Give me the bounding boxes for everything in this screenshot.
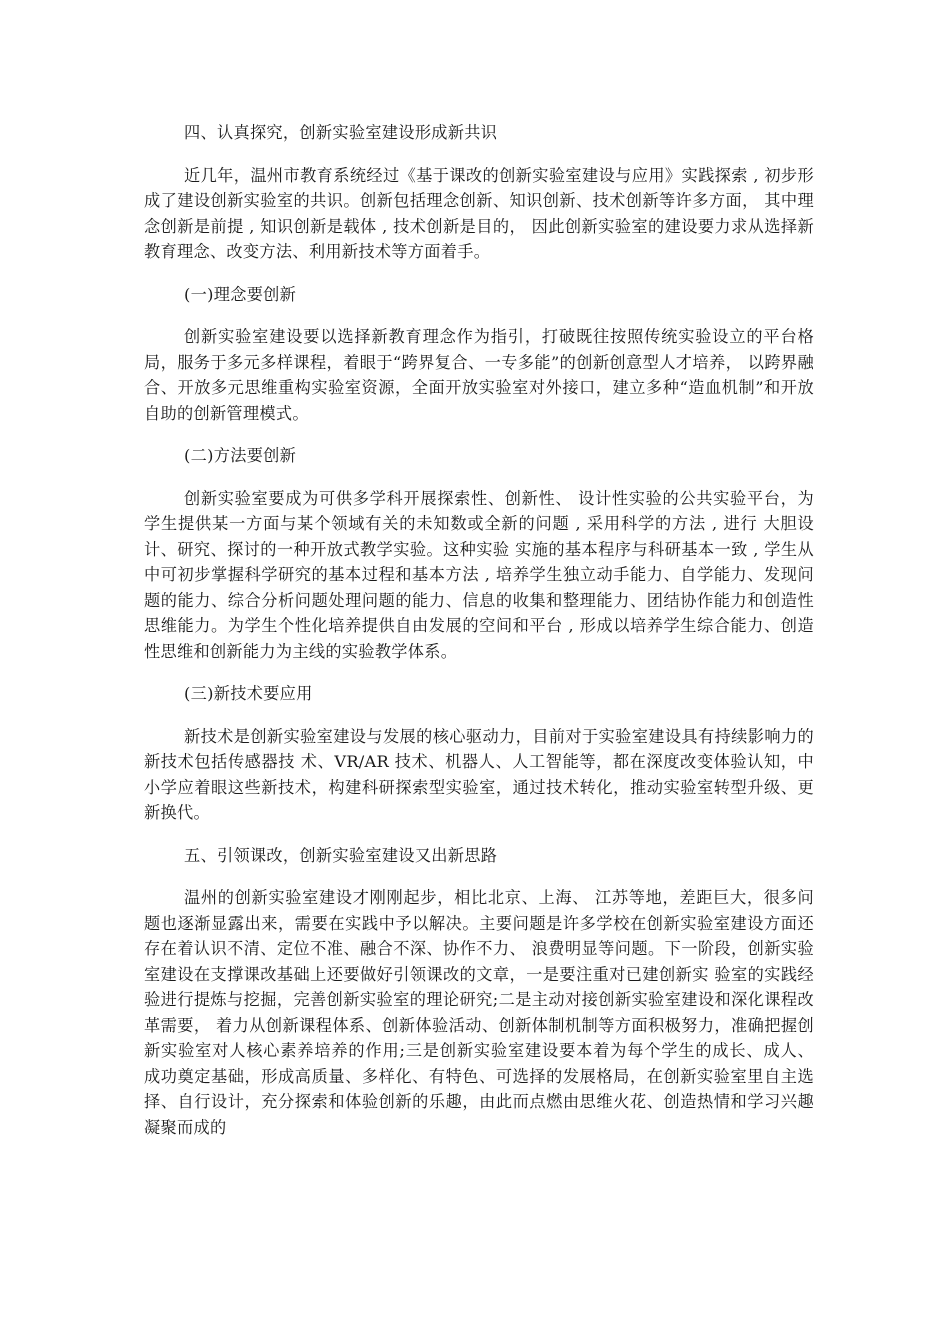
subsection-paragraph-1: 创新实验室建设要以选择新教育理念作为指引，打破既往按照传统实验设立的平台格局，服务于多元多样课程，着眼于“跨界复合、一专多能”的创新创意型人才培养， 以跨界融合、开放多元思维重构实验室资源，全面开放实验室对外接口，建立多种“造血机制”和开放自助的创新管理模式。 — [144, 327, 814, 423]
section-heading-4: 四、认真探究，创新实验室建设形成新共识 — [184, 123, 498, 142]
subsection-paragraph-3: 新技术是创新实验室建设与发展的核心驱动力，目前对于实验室建设具有持续影响力的新技术包括传感器技 术、VR/AR 技术、机器人、人工智能等，都在深度改变体验认知，中小学应着眼这些新技术，构建科研探索型实验室，通过技术转化，推动实验室转型升级、更新换代。 — [144, 726, 814, 822]
subsection-heading-1: (一)理念要创新 — [184, 284, 297, 304]
section-heading-5: 五、引领课改，创新实验室建设又出新思路 — [184, 845, 498, 865]
subsection-heading-2: (二)方法要创新 — [184, 446, 297, 465]
document-page — [144, 120, 814, 1140]
subsection-heading-3: (三)新技术要应用 — [184, 684, 313, 703]
section-paragraph-5: 温州的创新实验室建设才刚刚起步，相比北京、上海、 江苏等地，差距巨大，很多问题也逐渐显露出来，需要在实践中予以解决。主要问题是许多学校在创新实验室建设方面还存在着认识不清、定位不准、融合不深、协作不力、 浪费明显等问题。下一阶段，创新实验室建设在支撑课改基础上还要做好引领课改的文章，一是要注重对已建创新实 验室的实践经验进行提炼与挖掘，完善创新实验室的理论研究;二是主动对接创新实验室建设和深化课程改革需要， 着力从创新课程体系、创新体验活动、创新体制机制等方面积极努力，准确把握创新实验室对人核心素养培养的作用;三是创新实验室建设要本着为每个学生的成长、成人、 成功奠定基础，形成高质量、多样化、有特色、可选择的发展格局，在创新实验室里自主选择、自行设计，充分探索和体验创新的乐趣，由此而点燃由思维火花、创造热情和学习兴趣凝聚而成的 — [144, 888, 814, 1137]
subsection-paragraph-2: 创新实验室要成为可供多学科开展探索性、创新性、 设计性实验的公共实验平台，为学生提供某一方面与某个领域有关的未知数或全新的问题 , 采用科学的方法 , 进行 大胆设计、研究、探讨的一种开放式教学实验。这种实验 实施的基本程序与科研基本一致 , 学生从中可初步掌握科学研究的基本过程和基本方法 , 培养学生独立动手能力、自学能力、发现问题的能力、综合分析问题处理问题的能力、信息的收集和整理能力、团结协作能力和创造性思维能力。为学生个性化培养提供自由发展的空间和平台 , 形成以培养学生综合能力、创造性思维和创新能力为主线的实验教学体系。 — [144, 488, 814, 661]
section-paragraph-4: 近几年，温州市教育系统经过《基于课改的创新实验室建设与应用》实践探索 , 初步形成了建设创新实验室的共识。创新包括理念创新、知识创新、技术创新等许多方面， 其中理念创新是前提 , 知识创新是载体 , 技术创新是目的， 因此创新实验室的建设要力求从选择新教育理念、改变方法、利用新技术等方面着手。 — [144, 165, 814, 261]
